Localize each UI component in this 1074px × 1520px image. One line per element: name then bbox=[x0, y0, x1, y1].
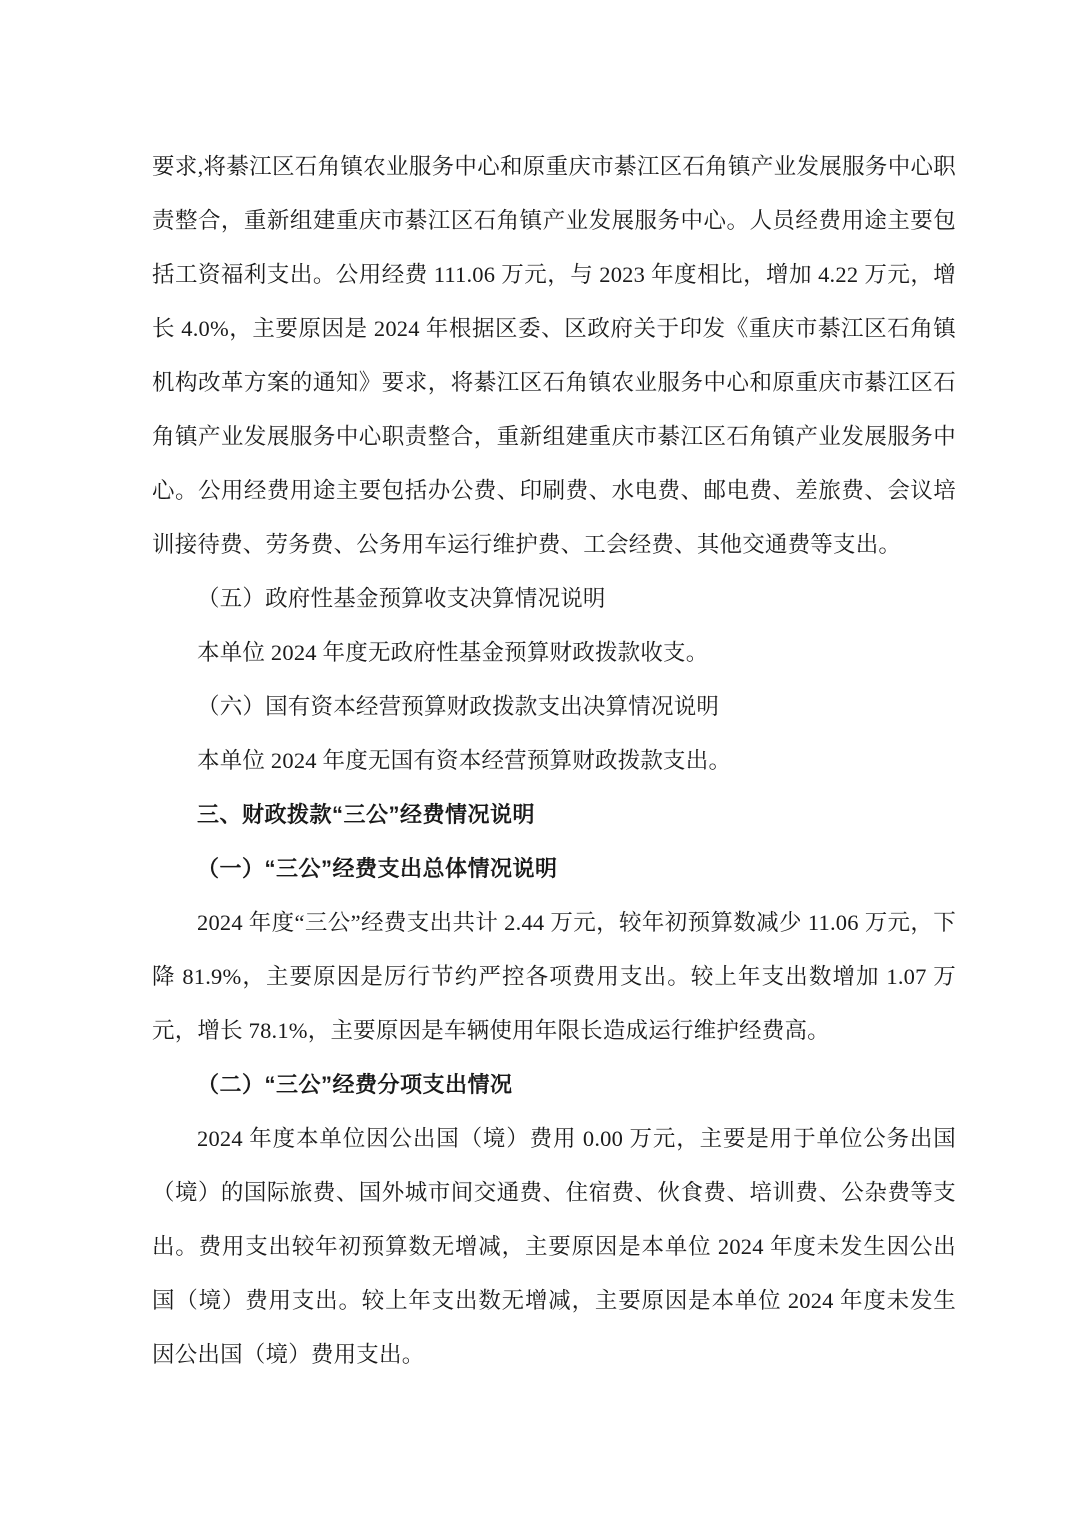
paragraph-no-government-fund: 本单位 2024 年度无政府性基金预算财政拨款收支。 bbox=[197, 640, 709, 665]
heading-state-capital-budget: （六）国有资本经营预算财政拨款支出决算情况说明 bbox=[197, 694, 720, 719]
heading-government-fund-budget: （五）政府性基金预算收支决算情况说明 bbox=[197, 586, 606, 611]
paragraph-three-public-total: 2024 年度“三公”经费支出共计 2.44 万元，较年初预算数减少 11.06 万元，下降 81.9%，主要原因是厉行节约严控各项费用支出。较上年支出数增加 1.07 万元，增长 78.1%，主要原因是车辆使用年限长造成运行维护经费高。 bbox=[152, 910, 956, 1043]
heading-three-public-overall: （一）“三公”经费支出总体情况说明 bbox=[197, 856, 558, 881]
document-body bbox=[152, 140, 956, 1382]
paragraph-overseas-travel: 2024 年度本单位因公出国（境）费用 0.00 万元，主要是用于单位公务出国（境）的国际旅费、国外城市间交通费、住宿费、伙食费、培训费、公杂费等支出。费用支出较年初预算数无增减，主要原因是本单位 2024 年度未发生因公出国（境）费用支出。较上年支出数无增减，主要原因是本单位 2024 年度未发生因公出国（境）费用支出。 bbox=[152, 1126, 956, 1367]
paragraph-no-state-capital: 本单位 2024 年度无国有资本经营预算财政拨款支出。 bbox=[197, 748, 732, 773]
paragraph-institution-reform: 要求,将綦江区石角镇农业服务中心和原重庆市綦江区石角镇产业发展服务中心职责整合，重新组建重庆市綦江区石角镇产业发展服务中心。人员经费用途主要包括工资福利支出。公用经费 111.06 万元，与 2023 年度相比，增加 4.22 万元，增长 4.0%，主要原因是 2024 年根据区委、区政府关于印发《重庆市綦江区石角镇机构改革方案的通知》要求，将綦江区石角镇农业服务中心和原重庆市綦江区石角镇产业发展服务中心职责整合，重新组建重庆市綦江区石角镇产业发展服务中心。公用经费用途主要包括办公费、印刷费、水电费、邮电费、差旅费、会议培训接待费、劳务费、公务用车运行维护费、工会经费、其他交通费等支出。 bbox=[152, 154, 956, 557]
heading-three-public-expenses: 三、财政拨款“三公”经费情况说明 bbox=[197, 802, 536, 827]
heading-three-public-itemized: （二）“三公”经费分项支出情况 bbox=[197, 1072, 513, 1097]
